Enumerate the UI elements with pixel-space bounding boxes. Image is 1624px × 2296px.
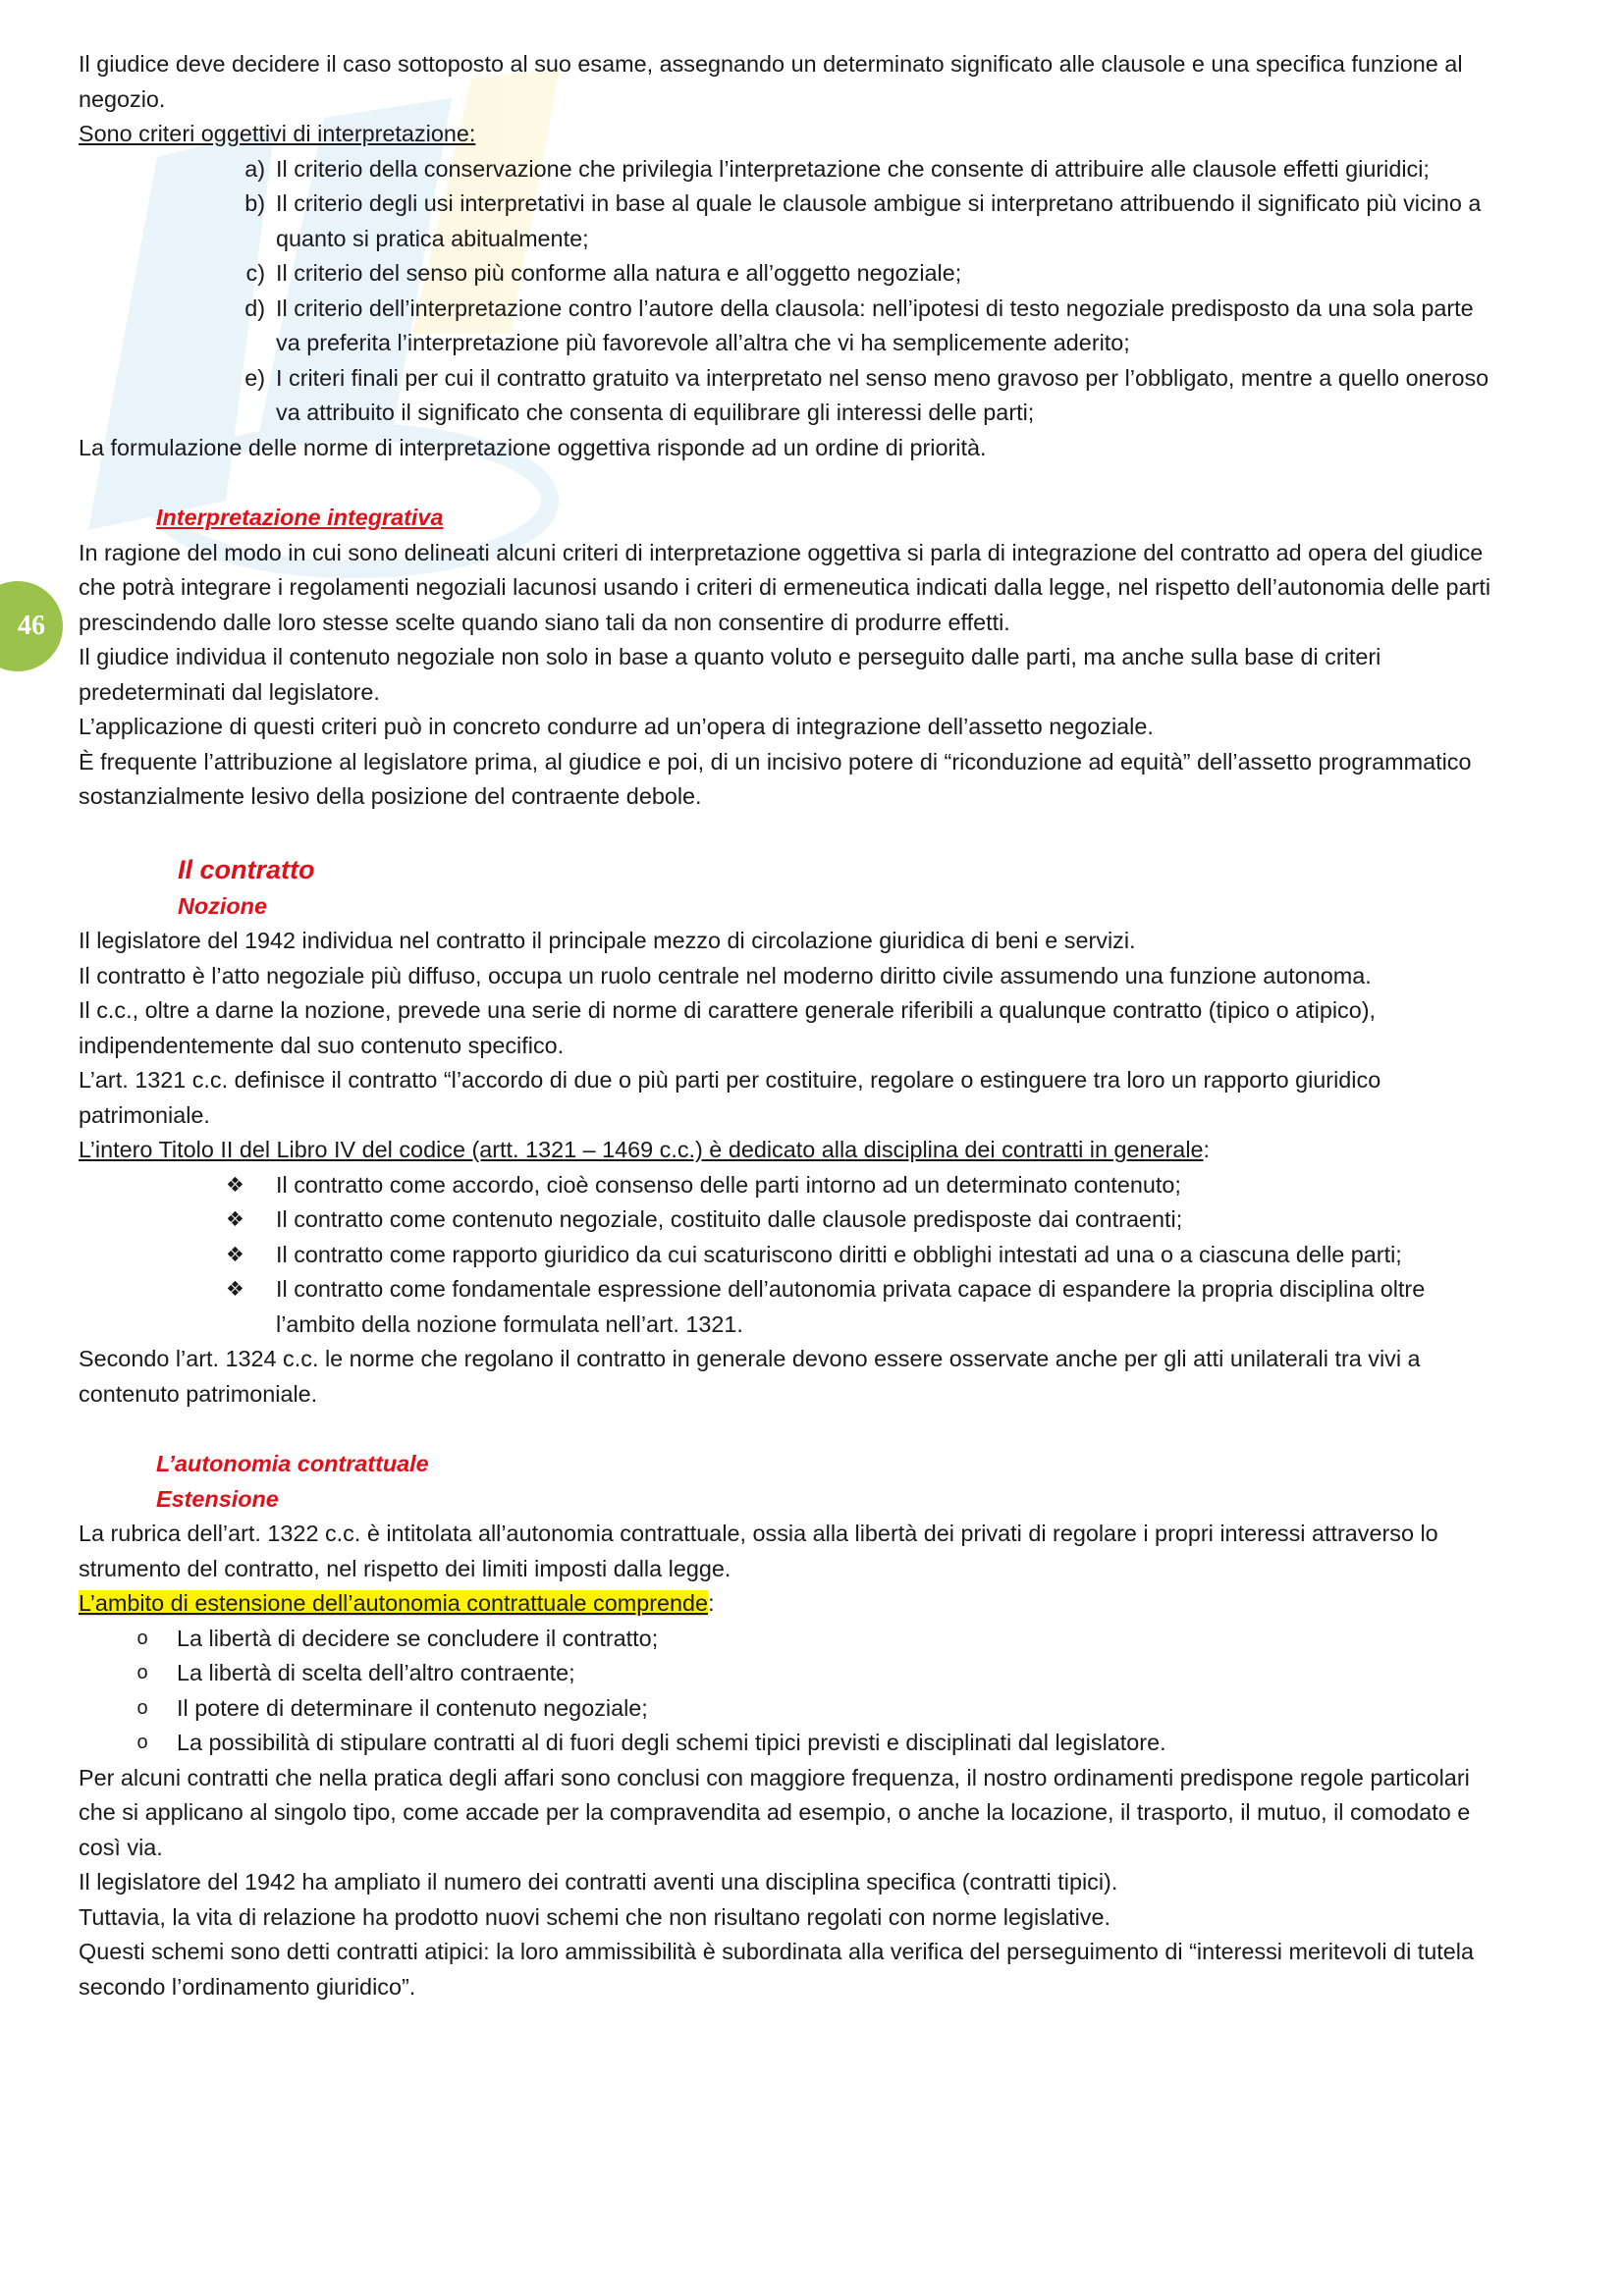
section-heading-interpretazione-integrativa: Interpretazione integrativa [156, 505, 444, 530]
autonomia-bullet-list [79, 1622, 1492, 1761]
diamond-bullet-icon: ❖ [226, 1278, 244, 1301]
paragraph: Questi schemi sono detti contratti atipici: la loro ammissibilità è subordinata alla verifica del perseguimento di “interessi meritevoli di tutela secondo l’ordinamento giuridico”. [79, 1939, 1474, 2000]
circle-bullet-icon: o [136, 1732, 148, 1753]
list-item-text: Il potere di determinare il contenuto negoziale; [177, 1694, 648, 1721]
list-item-text: Il criterio degli usi interpretativi in base al quale le clausole ambigue si interpretano attribuendo il significato più vicino a quanto si pratica abitualmente; [276, 190, 1482, 251]
paragraph: Il legislatore del 1942 ha ampliato il numero dei contratti aventi una disciplina specifica (contratti tipici). [79, 1869, 1118, 1895]
circle-bullet-icon: o [136, 1696, 148, 1719]
page-number: 46 [18, 611, 45, 641]
list-item-text: La possibilità di stipulare contratti al di fuori degli schemi tipici previsti e disciplinati dal legislatore. [177, 1730, 1166, 1755]
list-item-text: Il criterio dell’interpretazione contro l’autore della clausola: nell’ipotesi di testo negoziale predisposto da una sola parte va preferita l’interpretazione più favorevole all’altra che vi ha semplicemente aderito; [276, 294, 1474, 355]
intro-paragraph: Il giudice deve decidere il caso sottoposto al suo esame, assegnando un determinato significato alle clausole e una specifica funzione al negozio. [79, 51, 1463, 112]
list-marker: d) [244, 294, 265, 321]
list-lead-text: L’intero Titolo II del Libro IV del codice (artt. 1321 – 1469 c.c.) è dedicato alla disciplina dei contratti in generale [79, 1137, 1204, 1162]
list-item [79, 1622, 1492, 1657]
list-item-text: Il contratto come rapporto giuridico da cui scaturiscono diritti e obblighi intestati ad una o a ciascuna delle parti; [276, 1241, 1402, 1267]
list-lead [79, 1586, 1492, 1622]
paragraph: È frequente l’attribuzione al legislatore prima, al giudice e poi, di un incisivo potere di “riconduzione ad equità” dell’assetto programmatico sostanzialmente lesivo della posizione del contraente debole. [79, 748, 1472, 809]
list-marker: a) [244, 155, 265, 182]
list-item-text: Il contratto come accordo, cioè consenso delle parti intorno ad un determinato contenuto; [276, 1171, 1181, 1198]
paragraph: L’art. 1321 c.c. definisce il contratto “l’accordo di due o più parti per costituire, regolare o estinguere tra loro un rapporto giuridico patrimoniale. [79, 1067, 1381, 1128]
list-item [79, 1691, 1492, 1727]
subheading-estensione: Estensione [156, 1485, 279, 1512]
list-item-text: Il criterio del senso più conforme alla natura e all’oggetto negoziale; [276, 260, 962, 286]
criteria-lead: Sono criteri oggettivi di interpretazione: [79, 121, 476, 146]
paragraph: Il contratto è l’atto negoziale più diffuso, occupa un ruolo centrale nel moderno diritto civile assumendo una funzione autonoma. [79, 962, 1372, 988]
list-item [79, 256, 1492, 292]
paragraph: Tuttavia, la vita di relazione ha prodotto nuovi schemi che non risultano regolati con norme legislative. [79, 1903, 1110, 1930]
paragraph: L’applicazione di questi criteri può in concreto condurre ad un’opera di integrazione dell’assetto negoziale. [79, 714, 1154, 739]
circle-bullet-icon: o [136, 1627, 148, 1649]
paragraph: Il legislatore del 1942 individua nel contratto il principale mezzo di circolazione giuridica di beni e servizi. [79, 928, 1136, 953]
criteria-list [79, 152, 1492, 431]
list-item-text: Il contratto come contenuto negoziale, costituito dalle clausole predisposte dai contraenti; [276, 1206, 1183, 1232]
subheading-nozione: Nozione [178, 892, 267, 919]
list-item [79, 1726, 1492, 1761]
list-item [79, 1656, 1492, 1691]
document-body [79, 47, 1492, 2004]
section-heading-autonomia-contrattuale: L’autonomia contrattuale [156, 1451, 429, 1476]
list-item [79, 292, 1492, 361]
section-heading-il-contratto: Il contratto [178, 854, 315, 884]
paragraph: Il c.c., oltre a darne la nozione, prevede una serie di norme di carattere generale riferibili a qualunque contratto (tipico o atipico), indipendentemente dal suo contenuto specifico. [79, 997, 1377, 1058]
paragraph: Secondo l’art. 1324 c.c. le norme che regolano il contratto in generale devono essere osservate anche per gli atti unilaterali tra vivi a contenuto patrimoniale. [79, 1346, 1421, 1407]
list-item-text: I criteri finali per cui il contratto gratuito va interpretato nel senso meno gravoso per l’obbligato, mentre a quello oneroso va attribuito il significato che consenta di equilibrare gli interessi delle parti; [276, 364, 1489, 425]
diamond-bullet-icon: ❖ [226, 1208, 244, 1231]
list-item [79, 1238, 1492, 1273]
list-marker: b) [244, 190, 265, 216]
paragraph: In ragione del modo in cui sono delineati alcuni criteri di interpretazione oggettiva si parla di integrazione del contratto ad opera del giudice che potrà integrare i regolamenti negoziali lacunosi usando i criteri di ermeneutica indicati dalla legge, nel rispetto dell’autonomia delle parti prescindendo dalle loro stesse scelte quando siano tali da non consentire di produrre effetti. [79, 539, 1491, 635]
list-lead-colon: : [1203, 1137, 1211, 1162]
contratto-bullet-list [79, 1168, 1492, 1343]
criteria-after: La formulazione delle norme di interpretazione oggettiva risponde ad un ordine di priorità. [79, 434, 987, 460]
list-item-text: Il contratto come fondamentale espressione dell’autonomia privata capace di espandere la propria disciplina oltre l’ambito della nozione formulata nell’art. 1321. [276, 1276, 1426, 1337]
diamond-bullet-icon: ❖ [226, 1243, 244, 1266]
page-number-badge [0, 581, 63, 671]
list-item [79, 187, 1492, 256]
circle-bullet-icon: o [136, 1662, 148, 1683]
list-item [79, 1168, 1492, 1203]
paragraph: Il giudice individua il contenuto negoziale non solo in base a quanto voluto e perseguito dalle parti, ma anche sulla base di criteri predeterminati dal legislatore. [79, 644, 1381, 705]
paragraph: Per alcuni contratti che nella pratica degli affari sono conclusi con maggiore frequenza, il nostro ordinamenti predispone regole particolari che si applicano al singolo tipo, come accade per la compravendita ad esempio, o anche la locazione, il trasporto, il mutuo, il comodato e così via. [79, 1764, 1471, 1860]
paragraph: La rubrica dell’art. 1322 c.c. è intitolata all’autonomia contrattuale, ossia alla libertà dei privati di regolare i propri interessi attraverso lo strumento del contratto, nel rispetto dei limiti imposti dalla legge. [79, 1521, 1438, 1581]
list-item-text: Il criterio della conservazione che privilegia l’interpretazione che consente di attribuire alle clausole effetti giuridici; [276, 155, 1430, 182]
highlighted-list-lead: L’ambito di estensione dell’autonomia contrattuale comprende [79, 1590, 709, 1616]
list-item-text: La libertà di scelta dell’altro contraente; [177, 1660, 575, 1685]
list-marker: e) [244, 364, 265, 391]
list-marker: c) [245, 260, 265, 286]
list-item [79, 1272, 1492, 1342]
list-lead [79, 1133, 1492, 1168]
diamond-bullet-icon: ❖ [226, 1173, 244, 1197]
list-lead-colon: : [708, 1590, 715, 1616]
list-item [79, 1202, 1492, 1238]
list-item [79, 152, 1492, 187]
list-item [79, 361, 1492, 431]
list-item-text: La libertà di decidere se concludere il contratto; [177, 1625, 659, 1651]
